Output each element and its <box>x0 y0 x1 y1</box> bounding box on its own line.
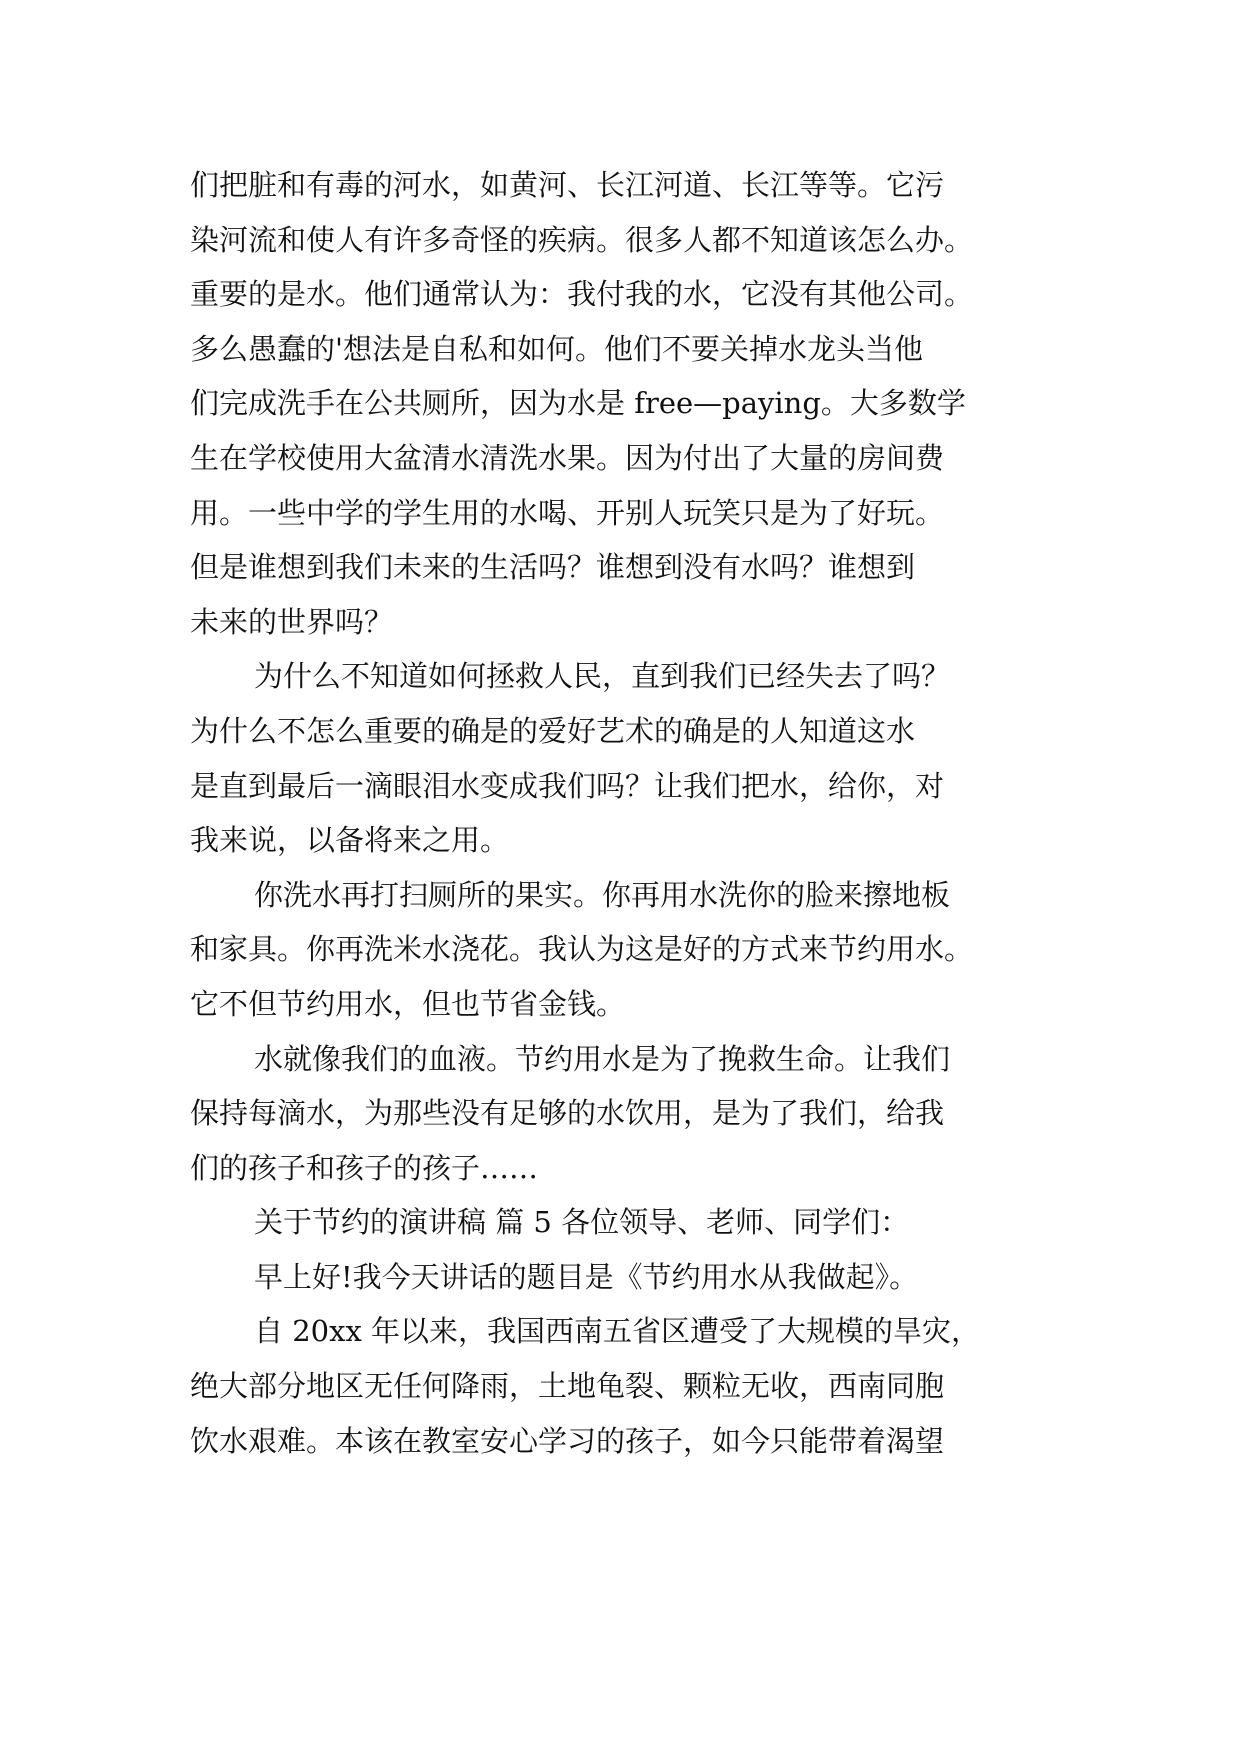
text-line: 生在学校使用大盆清水清洗水果。因为付出了大量的房间费 <box>190 440 945 475</box>
text-line: 绝大部分地区无任何降雨，土地龟裂、颗粒无收，西南同胞 <box>190 1369 945 1404</box>
text-line: 多么愚蠢的'想法是自私和如何。他们不要关掉水龙头当他 <box>190 331 923 366</box>
text-line: 和家具。你再洗米水浇花。我认为这是好的方式来节约用水。 <box>190 932 974 967</box>
paragraph-start-line: 你洗水再打扫厕所的果实。你再用水洗你的脸来擦地板 <box>254 877 951 912</box>
text-line: 为什么不怎么重要的确是的爱好艺术的确是的人知道这水 <box>190 713 916 748</box>
text-line: 染河流和使人有许多奇怪的疾病。很多人都不知道该怎么办。 <box>190 222 974 257</box>
text-line: 们完成洗手在公共厕所，因为水是 free—paying。大多数学 <box>190 386 966 421</box>
section-heading-line: 关于节约的演讲稿 篇 5 各位领导、老师、同学们： <box>254 1205 910 1240</box>
text-line: 但是谁想到我们未来的生活吗？谁想到没有水吗？谁想到 <box>190 550 916 585</box>
text-line: 饮水艰难。本该在教室安心学习的孩子，如今只能带着渴望 <box>190 1423 945 1458</box>
paragraph-start-line: 水就像我们的血液。节约用水是为了挽救生命。让我们 <box>254 1041 951 1076</box>
document-text <box>190 158 1070 1468</box>
text-line: 们把脏和有毒的河水，如黄河、长江河道、长江等等。它污 <box>190 168 945 202</box>
paragraph-start-line: 自 20xx 年以来，我国西南五省区遭受了大规模的旱灾， <box>254 1314 981 1349</box>
text-line: 用。一些中学的学生用的水喝、开别人玩笑只是为了好玩。 <box>190 495 945 530</box>
text-line: 是直到最后一滴眼泪水变成我们吗？让我们把水，给你，对 <box>190 768 945 803</box>
text-line: 未来的世界吗？ <box>190 604 394 639</box>
paragraph-start-line: 为什么不知道如何拯救人民，直到我们已经失去了吗？ <box>254 659 951 694</box>
text-line: 们的孩子和孩子的孩子…… <box>190 1150 539 1185</box>
text-line: 我来说，以备将来之用。 <box>190 823 510 858</box>
greeting-line: 早上好!我今天讲话的题目是《节约用水从我做起》。 <box>254 1259 919 1294</box>
text-line: 保持每滴水，为那些没有足够的水饮用，是为了我们，给我 <box>190 1096 945 1131</box>
text-line: 它不但节约用水，但也节省金钱。 <box>190 986 626 1021</box>
text-line: 重要的是水。他们通常认为：我付我的水，它没有其他公司。 <box>190 277 974 312</box>
